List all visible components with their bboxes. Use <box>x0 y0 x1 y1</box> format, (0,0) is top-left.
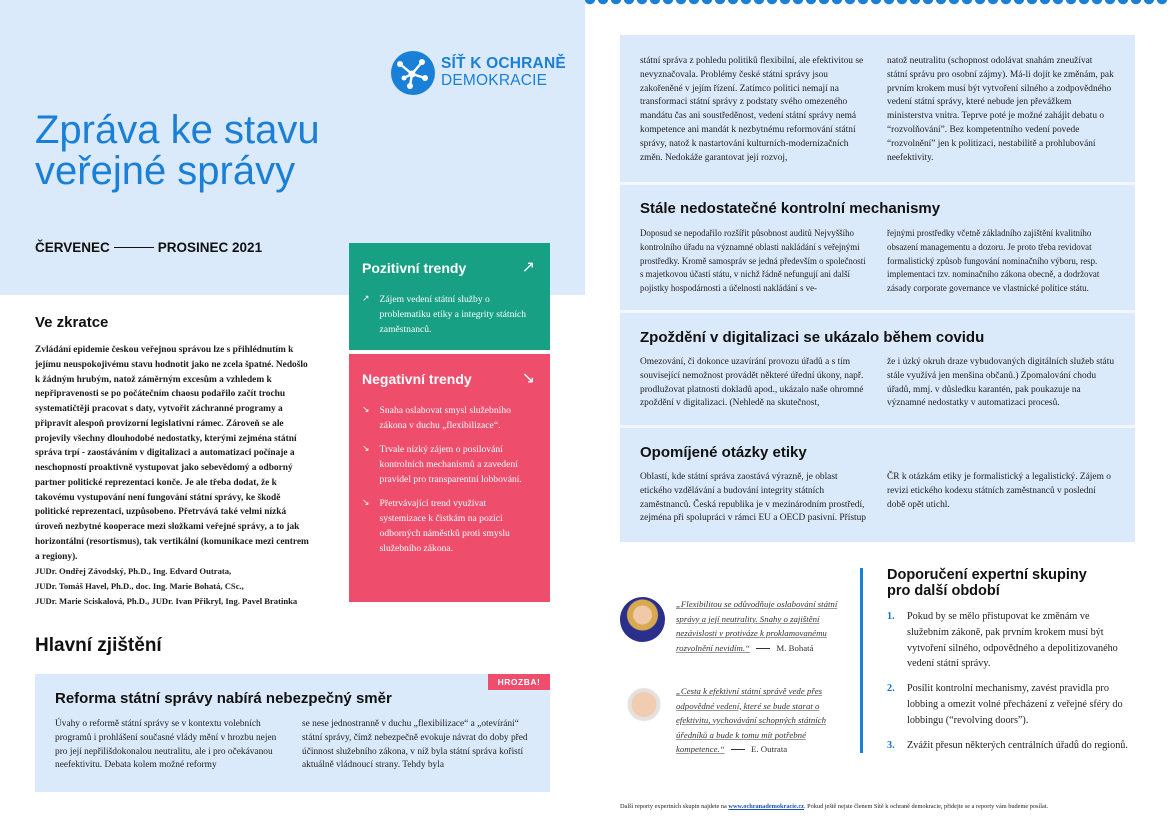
positive-trends-box <box>349 243 550 350</box>
top-dots-decoration <box>585 0 1170 7</box>
title-line-1: Zpráva ke stavu <box>35 108 320 152</box>
ethics-title: Opomíjené otázky etiky <box>640 444 807 461</box>
footer-note <box>620 802 1150 811</box>
trend-down-icon: ↘ <box>362 498 370 508</box>
negative-trend-text: Přetrvávající trend využívat systemizace k čistkám na pozici odborných náměstků proti smyslu služebního zákona. <box>379 498 510 554</box>
avatar <box>624 686 664 730</box>
report-period <box>35 240 262 255</box>
page-title <box>35 110 320 192</box>
digitalization-title: Zpoždění v digitalizaci se ukázalo během covidu <box>640 329 985 346</box>
recommendations-title-2: pro další období <box>887 583 1000 599</box>
positive-trend-text: Zájem vedení státní služby o problematiku etiky a integrity státních zaměstnanců. <box>379 294 527 335</box>
quote-author: E. Outrata <box>751 744 788 754</box>
list-item <box>362 403 534 433</box>
list-item <box>362 496 534 556</box>
brand-logo[interactable] <box>390 50 566 96</box>
recommendations-title <box>887 567 1087 599</box>
list-item <box>362 292 534 337</box>
arrow-up-right-icon: ↗ <box>521 257 535 276</box>
recommendation-text: Zvážit přesun některých centrálních úřadů do regionů. <box>907 739 1128 751</box>
panel-divider <box>620 310 1135 313</box>
summary-authors <box>35 564 325 608</box>
recommendation-text: Posílit kontrolní mechanismy, zavést pravidla pro lobbing a omezit volné přecházení z veřejné sféry do lobbingu (“revolving doors”). <box>907 683 1123 726</box>
title-line-2: veřejné správy <box>35 149 296 193</box>
findings-box <box>35 674 550 792</box>
recommendation-number: 3. <box>887 739 895 751</box>
network-logo-icon <box>390 50 436 96</box>
avatar <box>620 597 665 642</box>
list-item <box>887 681 1132 728</box>
summary-heading: Ve zkratce <box>35 314 109 331</box>
quote-text: „Flexibilitou se odůvodňuje oslabování státní správy a její neutrality. Snahy o zajištění nezávislosti v protiváze k proklamovanému rozvolnění nevidím.“ <box>676 599 838 653</box>
control-col-2: řejnými prostředky včetně základního zajištění kvalitního obsazení managementu a dozoru. Je proto třeba revidovat formalistický způsob fungování nominačního výboru, resp. implementaci tzv. nominačního zákona obecně, a dodržovat zásady corporate governance ve vlastnické politice státu. <box>887 228 1100 294</box>
logo-line-1: SÍŤ K OCHRANĚ <box>441 55 566 72</box>
recommendation-number: 2. <box>887 683 895 695</box>
digitalization-col-1: Omezování, či dokonce uzavírání provozu úřadů a s tím související nemožnost provádět některé úřední úkony, např. prodlužovat platnosti dokladů apod., ukázalo naše ohromné zpoždění v digitalizaci. (Nehledě na skutečnost, <box>640 357 864 409</box>
recommendations-list <box>887 609 1132 762</box>
negative-trend-text: Snaha oslabovat smysl služebního zákona v duchu „flexibilizace“. <box>379 405 511 431</box>
findings-col-2: se nese jednostranně v duchu „flexibilizace“ a „otevírání“ státní správy, čímž nebezpečně evokuje návrat do doby před účinnost služebního zákona, v níž byla státní správa kořistí aktuálně vládnoucí strany. Tehdy byla <box>302 719 528 771</box>
trend-down-icon: ↘ <box>362 444 370 454</box>
control-col-1: Doposud se nepodařilo rozšířit působnost auditů Nejvyššího kontrolního úřadu na významné oblasti nakládání s veřejnými prostředky. Kromě samospráv se jedná především o společnosti s majetkovou účastí státu, v nichž řádně nefungují ani další pojistky hospodárnosti a účelnosti nakládání s ve- <box>640 228 866 294</box>
negative-trends-title: Negativní trendy <box>362 371 472 387</box>
period-end: PROSINEC 2021 <box>157 240 263 255</box>
arrow-down-right-icon: ↘ <box>521 368 535 387</box>
intro-col-1: státní správa z pohledu politiků flexibilní, ale efektivitou se nevyznačovala. Problémy české státní správy jsou zakořeněné v jejím řízení. Zatímco politici nemají na transformaci státní správy z podstaty svého omezeného mandátu čas ani soustředěnost, vedení státní správy nemá kompetence ani mandát k nezbytnému reformování státní správy, natož k nastartování kulturních-modernizačních změn. Nedokáže garantovat její rozvoj, <box>640 56 864 163</box>
negative-trends-box <box>349 354 550 602</box>
list-item <box>362 442 534 487</box>
quote-dash <box>756 648 770 649</box>
right-panel <box>620 35 1135 542</box>
panel-divider <box>620 182 1135 185</box>
quote-text: „Cesta k efektivní státní správě vede přes odpovědné vedení, které se bude starat o efektivitu, vychovávání schopných státních úředníků a bude k tomu mít potřebné kompetence.“ <box>676 686 826 754</box>
trend-up-icon: ↗ <box>362 294 370 304</box>
period-dash <box>114 247 154 249</box>
recommendations-accent-bar <box>860 568 863 753</box>
panel-divider <box>620 425 1135 428</box>
trend-down-icon: ↘ <box>362 405 370 415</box>
quote-author: M. Bohatá <box>776 642 814 653</box>
summary-body: Zvládání epidemie českou veřejnou správou lze s přihlédnutím k jejímu neuspokojivému stavu hodnotit jako ne zcela špatné. Nedošlo k žádným hrubým, natož záměrným excesům a vzhledem k nepřipravenosti se po počátečním chaosu podařilo začít trochu systematičtěji pracovat s daty, vytvořit záchranné programy a připravit alespoň provizorní legislativní rámec. Zároveň se ale projevily všechny dlouhodobé nedostatky, kterými zejména státní správa trpí - zaostáváním v digitalizaci a automatizaci počínaje a neschopností proaktivně vystupovat jako sebevědomý a odborný partner politické reprezentaci konče. Je ale třeba dodat, že k takovému vystupování není fungování státní správy, ke škodě politické reprezentaci, uzpůsobeno. Přetrvává také velmi nízká úroveň nezbytné kooperace mezi složkami veřejné správy, a to jak horizontální (resortismus), tak vertikální (komunikace mezi centrem a regiony). <box>35 345 309 562</box>
footer-link[interactable]: www.ochranademokracie.cz <box>728 803 804 810</box>
threat-badge: HROZBA! <box>488 674 550 690</box>
quote-card <box>620 684 845 759</box>
authors-line-3: JUDr. Marie Sciskalová, Ph.D., JUDr. Ivan Přikryl, Ing. Pavel Bratinka <box>35 595 298 606</box>
negative-trend-text: Trvale nízký zájem o posilování kontrolních mechanismů a zavedení pravidel pro transparentní lobbování. <box>379 444 522 485</box>
recommendation-text: Pokud by se mělo přistupovat ke změnám ve služebním zákoně, pak prvním krokem musí být vytvoření silného, odpovědného a depolitizovaného vedení státní správy. <box>907 611 1118 670</box>
recommendations-title-1: Doporučení expertní skupiny <box>887 567 1087 583</box>
findings-col-1: Úvahy o reformě státní správy se v kontextu volebních programů i prohlášení současné vlády mění v hrozbu nejen pro její nepřilišdokonalou neutralitu, ale i pro očekávanou neefektivitu. Debata kolem možné reformy <box>55 719 277 771</box>
period-start: ČERVENEC <box>35 240 110 255</box>
positive-trends-title: Pozitivní trendy <box>362 260 467 276</box>
quote-dash <box>731 749 745 750</box>
logo-line-2: DEMOKRACIE <box>441 72 548 89</box>
list-item <box>887 609 1132 672</box>
recommendation-number: 1. <box>887 611 895 622</box>
quote-card <box>620 597 845 657</box>
ethics-col-1: Oblastí, kde státní správa zaostává výrazně, je oblast etického vzdělávání a budování integrity státních zaměstnanců. Česká republika je v mezinárodním prostředí, zejména při spolupráci v rámci EU a OECD pasivní. Přístup <box>640 472 866 524</box>
authors-line-2: JUDr. Tomáš Havel, Ph.D., doc. Ing. Marie Bohatá, CSc., <box>35 580 244 591</box>
findings-heading: Hlavní zjištění <box>35 635 162 656</box>
list-item <box>887 738 1132 754</box>
authors-line-1: JUDr. Ondřej Závodský, Ph.D., Ing. Edvard Outrata, <box>35 566 232 576</box>
findings-section-title: Reforma státní správy nabírá nebezpečný směr <box>55 690 392 707</box>
footer-suffix: . Pokud ještě nejste členem Sítě k ochraně demokracie, přidejte se a reporty vám budeme posílat. <box>803 803 1049 810</box>
footer-prefix: Další reporty expertních skupin najdete na <box>620 803 729 810</box>
digitalization-col-2: že i úzký okruh draze vybudovaných digitálních služeb státu stále využívá jen menšina občanů.) Zpomalování chodu úřadů, mmj. v důsledku karantén, pak poukazuje na významné nedostatky v automatizaci procesů. <box>887 357 1115 409</box>
control-mechanisms-title: Stále nedostatečné kontrolní mechanismy <box>640 200 941 217</box>
intro-col-2: natož neutralitu (schopnost odolávat snahám zneužívat státní správu pro osobní zájmy). Má-li dojít ke změnám, pak prvním krokem musí být vytvoření silného a zodpovědného vedení státní správy, které nebude jen převážkem ministerstva vnitra. Teprve poté je možné zahájit debatu o “rozvolňování”. Bez kompetentního vedení povede “rozvolnění” jen k politizaci, nestabilitě a prohlubování neefektivity. <box>887 56 1114 163</box>
ethics-col-2: ČR k otázkám etiky je formalistický a legalistický. Zájem o revizi etického kodexu státních zaměstnanců v poslední době opět utichl. <box>887 472 1111 510</box>
